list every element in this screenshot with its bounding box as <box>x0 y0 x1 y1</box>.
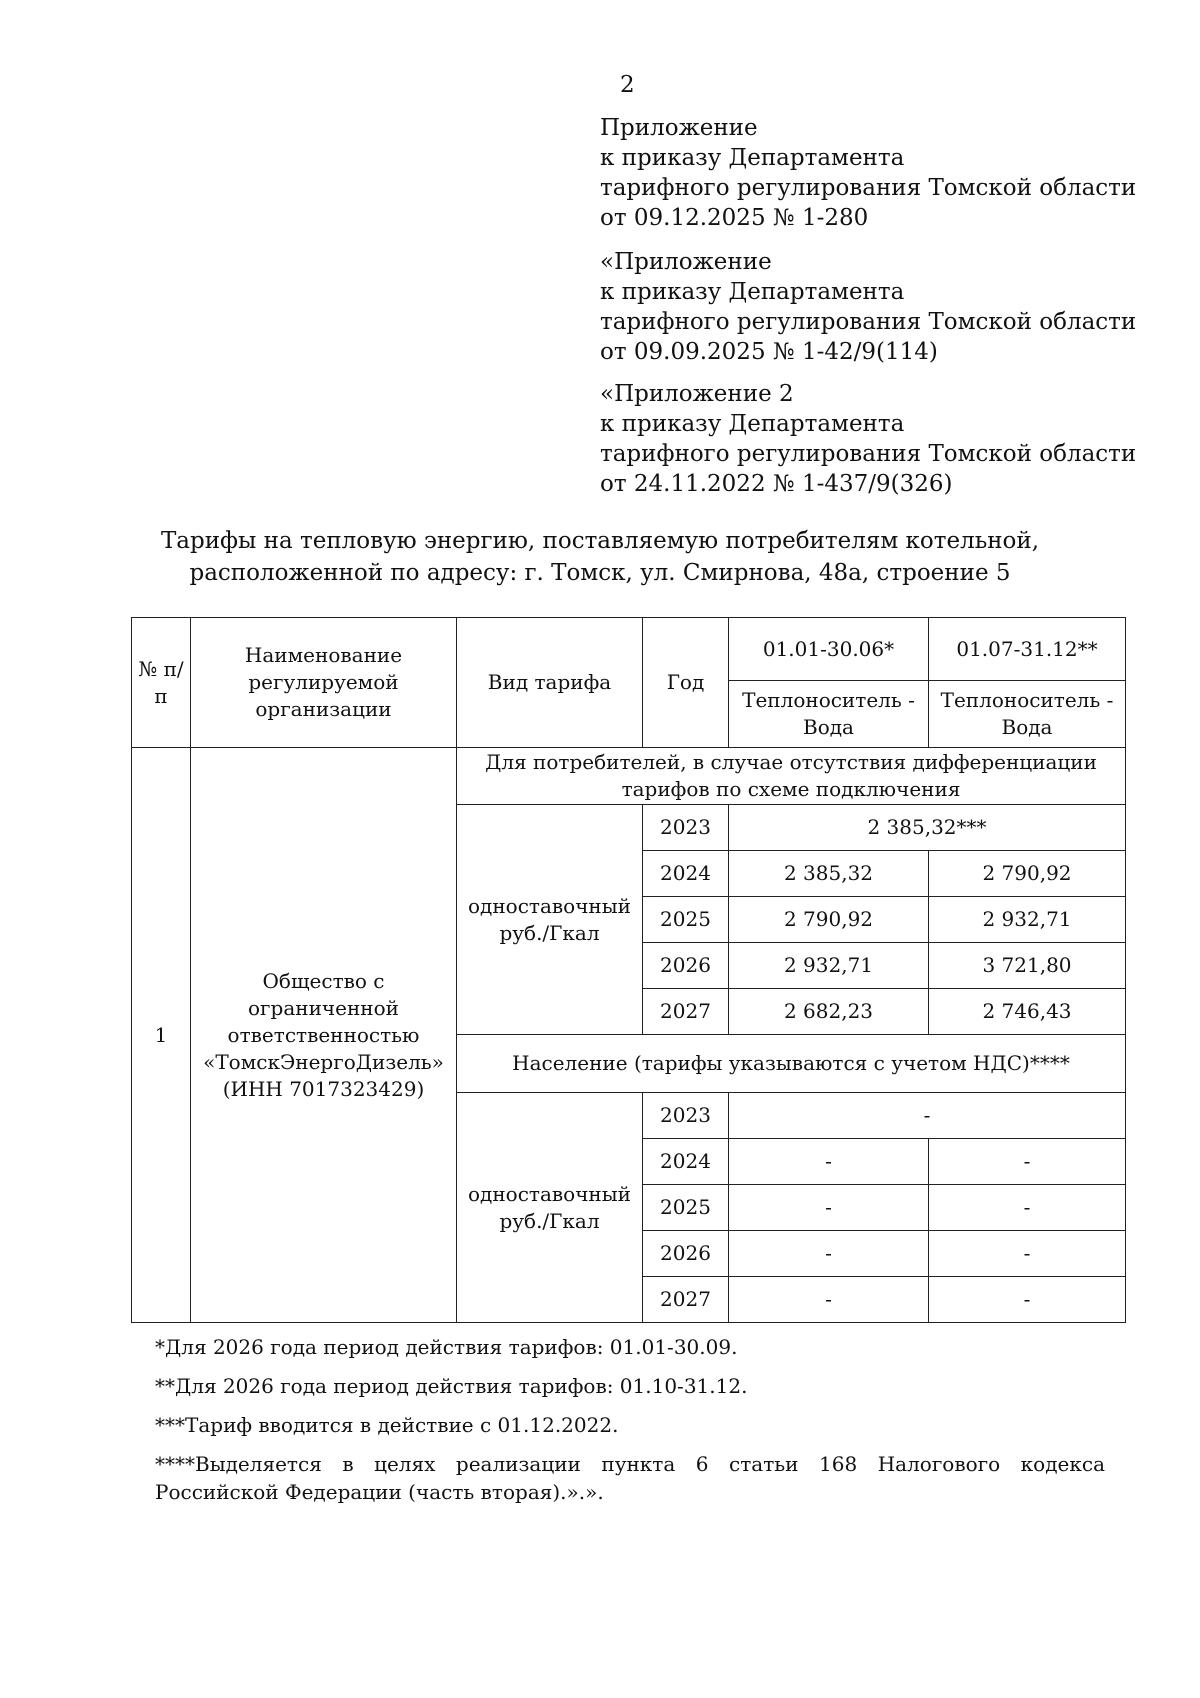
year-cell: 2025 <box>643 1185 729 1231</box>
footnote: **Для 2026 года период действия тарифов: 01.10-31.12. <box>155 1374 748 1398</box>
appendix-block-current <box>600 113 1160 233</box>
footnote: ****Выделяется в целях реализации пункта 6 статьи 168 Налогового кодекса Российской Федерации (часть вторая).».». <box>155 1452 1105 1504</box>
title-line-2: расположенной по адресу: г. Томск, ул. Смирнова, 48а, строение 5 <box>189 560 1011 586</box>
year-cell: 2023 <box>643 1093 729 1139</box>
header-carrier-1: Теплоноситель - Вода <box>729 681 929 748</box>
value-cell: 2 790,92 <box>929 851 1126 897</box>
appendix-line: «Приложение 2 <box>600 381 794 407</box>
year-cell: 2027 <box>643 1277 729 1323</box>
value-cell: 3 721,80 <box>929 943 1126 989</box>
year-cell: 2023 <box>643 805 729 851</box>
value-cell: - <box>929 1277 1126 1323</box>
header-num: № п/п <box>132 618 191 748</box>
header-carrier-2: Теплоноситель - Вода <box>929 681 1126 748</box>
value-cell: 2 932,71 <box>729 943 929 989</box>
value-cell: 2 746,43 <box>929 989 1126 1035</box>
title-line-1: Тарифы на тепловую энергию, поставляемую потребителям котельной, <box>160 528 1040 554</box>
appendix-line: тарифного регулирования Томской области <box>600 441 1137 467</box>
header-org: Наименование регулируемой организации <box>191 618 457 748</box>
tariff-table <box>131 617 1126 1323</box>
appendix-block-amended <box>600 247 1160 367</box>
value-cell: - <box>929 1185 1126 1231</box>
value-cell: - <box>929 1139 1126 1185</box>
header-period-2: 01.07-31.12** <box>929 618 1126 681</box>
appendix-line: от 09.12.2025 № 1-280 <box>600 205 869 231</box>
appendix-line: тарифного регулирования Томской области <box>600 175 1137 201</box>
appendix-line: к приказу Департамента <box>600 279 905 305</box>
header-period-1: 01.01-30.06* <box>729 618 929 681</box>
value-cell: - <box>929 1231 1126 1277</box>
value-cell: 2 385,32 <box>729 851 929 897</box>
year-cell: 2026 <box>643 943 729 989</box>
tariff-type-cell: одноставочный руб./Гкал <box>457 1093 643 1323</box>
value-cell: - <box>729 1231 929 1277</box>
appendix-line: тарифного регулирования Томской области <box>600 309 1137 335</box>
section-title-row <box>132 748 1126 805</box>
document-title <box>130 525 1070 589</box>
page-number: 2 <box>620 72 635 98</box>
year-cell: 2027 <box>643 989 729 1035</box>
appendix-block-original <box>600 379 1160 499</box>
year-cell: 2025 <box>643 897 729 943</box>
header-tariff-type: Вид тарифа <box>457 618 643 748</box>
row-number: 1 <box>132 748 191 1323</box>
value-cell: - <box>729 1093 1126 1139</box>
value-cell: 2 682,23 <box>729 989 929 1035</box>
value-cell: 2 385,32*** <box>729 805 1126 851</box>
appendix-line: Приложение <box>600 115 758 141</box>
header-row <box>132 618 1126 681</box>
footnote: ***Тариф вводится в действие с 01.12.2022. <box>155 1413 619 1437</box>
appendix-line: «Приложение <box>600 249 772 275</box>
value-cell: - <box>729 1277 929 1323</box>
appendix-line: к приказу Департамента <box>600 411 905 437</box>
footnote: *Для 2026 года период действия тарифов: 01.01-30.09. <box>155 1335 738 1359</box>
header-year: Год <box>643 618 729 748</box>
value-cell: 2 790,92 <box>729 897 929 943</box>
appendix-line: от 24.11.2022 № 1-437/9(326) <box>600 471 953 497</box>
value-cell: 2 932,71 <box>929 897 1126 943</box>
organization-name: Общество с ограниченной ответственностью «ТомскЭнергоДизель» (ИНН 7017323429) <box>191 748 457 1323</box>
footnotes <box>155 1333 1105 1517</box>
value-cell: - <box>729 1139 929 1185</box>
tariff-type-cell: одноставочный руб./Гкал <box>457 805 643 1035</box>
appendix-line: к приказу Департамента <box>600 145 905 171</box>
value-cell: - <box>729 1185 929 1231</box>
section-title-population: Население (тарифы указываются с учетом НДС)**** <box>457 1035 1126 1093</box>
section-title-general: Для потребителей, в случае отсутствия дифференциации тарифов по схеме подключения <box>457 748 1126 805</box>
year-cell: 2026 <box>643 1231 729 1277</box>
appendix-line: от 09.09.2025 № 1-42/9(114) <box>600 339 938 365</box>
year-cell: 2024 <box>643 851 729 897</box>
year-cell: 2024 <box>643 1139 729 1185</box>
